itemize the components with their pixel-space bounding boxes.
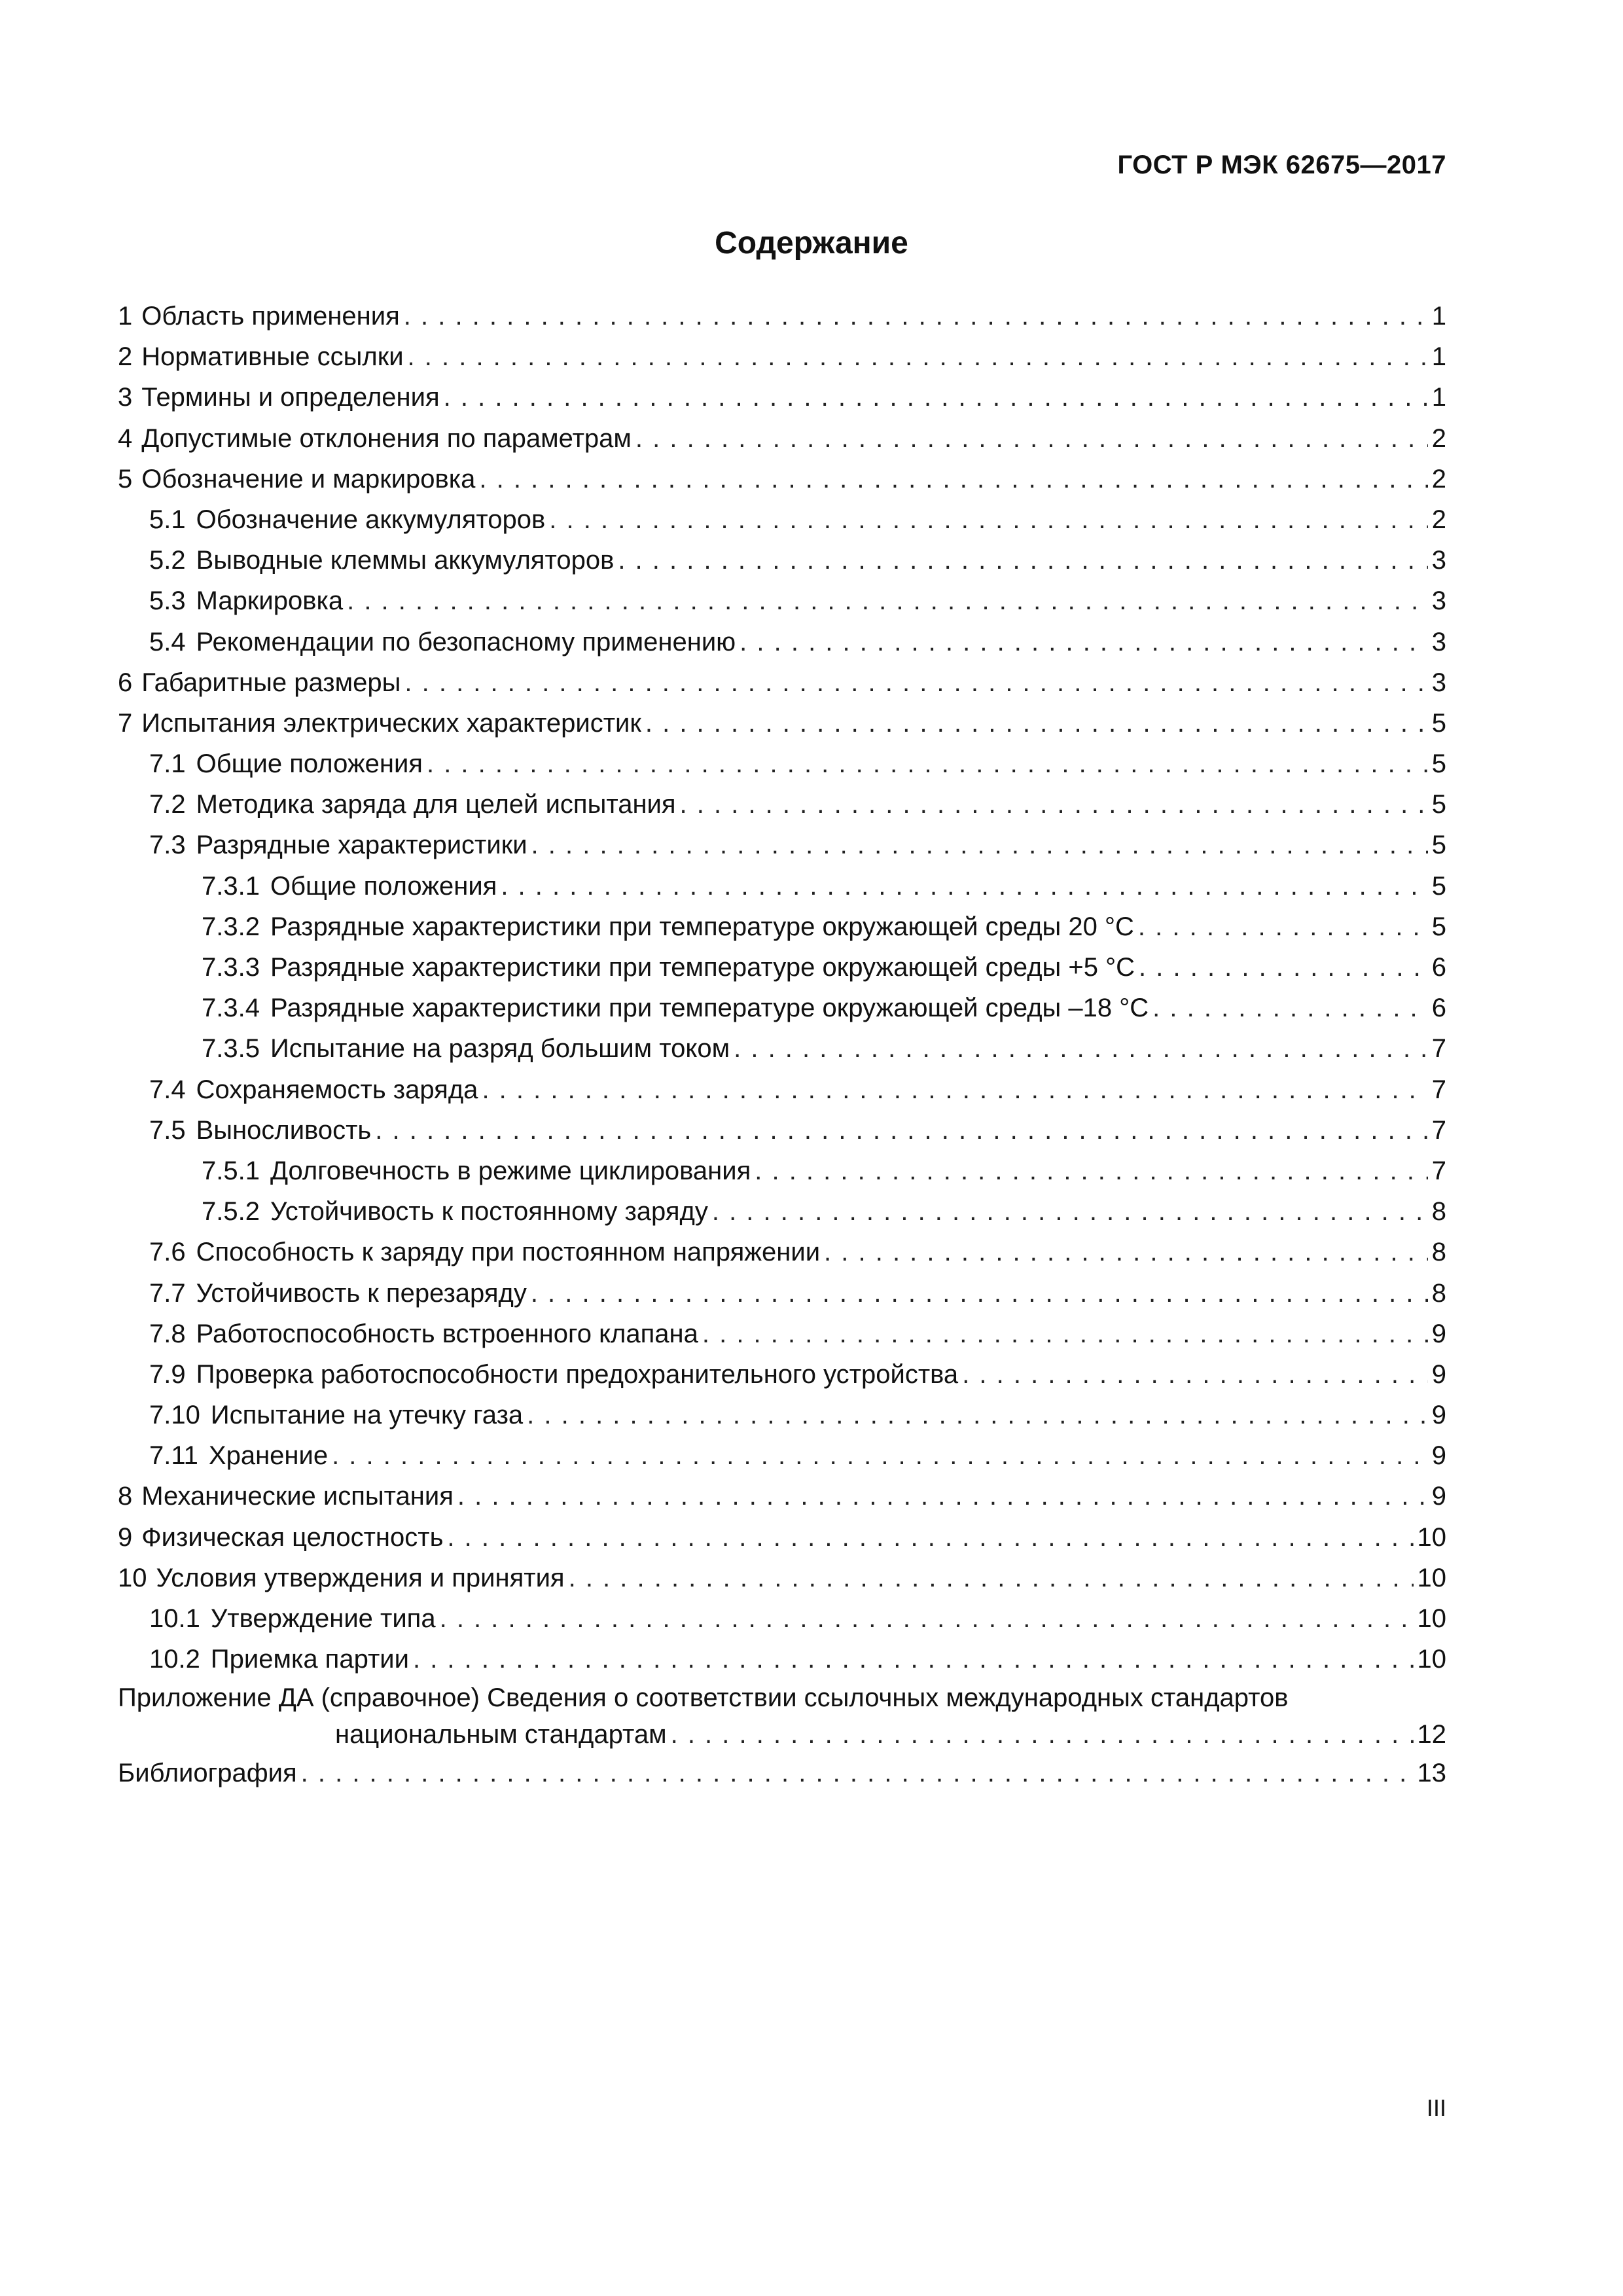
toc-entry-number: 7	[118, 708, 133, 738]
dot-leader	[427, 744, 1428, 784]
toc-entry-number: 5	[118, 464, 133, 493]
toc-entry-number: 6	[118, 668, 133, 697]
toc-entry[interactable]	[118, 1435, 1446, 1476]
dot-leader	[1152, 988, 1428, 1028]
toc-entry[interactable]	[118, 459, 1446, 499]
toc-entry-number: 5.1	[149, 505, 186, 534]
toc-entry-number: 7.8	[149, 1319, 186, 1348]
dot-leader	[569, 1558, 1414, 1598]
toc-entry-text: Область применения	[141, 302, 400, 331]
toc-entry-number: 9	[118, 1522, 133, 1552]
dot-leader	[479, 459, 1427, 499]
toc-entry[interactable]	[118, 825, 1446, 865]
toc-entry-page: 8	[1431, 1197, 1446, 1227]
toc-entry-page: 9	[1431, 1401, 1446, 1430]
toc-entry-text: Способность к заряду при постоянном напряжении	[196, 1238, 821, 1267]
toc-entry-text: Хранение	[208, 1441, 329, 1471]
toc-entry[interactable]	[118, 1395, 1446, 1435]
toc-entry-number: 7.10	[149, 1401, 200, 1430]
toc-entry-page: 1	[1431, 383, 1446, 412]
toc-entry-text: Приложение ДА (справочное) Сведения о соответствии ссылочных международных стандартов	[118, 1683, 1289, 1713]
toc-entry[interactable]	[118, 906, 1446, 947]
dot-leader	[447, 1517, 1413, 1558]
toc-entry-page: 10	[1417, 1563, 1446, 1592]
toc-entry-text-continued: национальным стандартам	[335, 1720, 667, 1749]
toc-entry[interactable]	[118, 1028, 1446, 1069]
toc-entry-number: 7.11	[149, 1441, 198, 1471]
toc-entry[interactable]	[118, 1598, 1446, 1639]
dot-leader	[671, 1716, 1414, 1753]
dot-leader	[702, 1314, 1428, 1354]
toc-entry[interactable]	[118, 947, 1446, 988]
toc-entry-page: 7	[1431, 1156, 1446, 1185]
toc-entry-number: 7.3.2	[202, 912, 260, 941]
toc-entry-number: 7.3.5	[202, 1034, 260, 1064]
toc-entry-number: 2	[118, 342, 133, 372]
toc-entry-number: 5.2	[149, 546, 186, 575]
toc-entry-page: 5	[1431, 790, 1446, 819]
toc-entry-text: Выносливость	[196, 1115, 372, 1145]
toc-entry-page: 7	[1431, 1075, 1446, 1104]
toc-entry[interactable]	[118, 1639, 1446, 1679]
toc-entry[interactable]	[118, 1232, 1446, 1272]
toc-entry-page: 7	[1431, 1034, 1446, 1064]
toc-entry-page: 1	[1431, 342, 1446, 372]
toc-entry-page: 3	[1431, 668, 1446, 697]
toc-entry-text: Рекомендации по безопасному применению	[196, 627, 736, 656]
toc-entry-page: 9	[1431, 1319, 1446, 1348]
toc-entry-number: 10.1	[149, 1604, 200, 1633]
toc-entry[interactable]	[118, 499, 1446, 540]
toc-entry-text: Выводные клеммы аккумуляторов	[196, 546, 615, 575]
dot-leader	[824, 1232, 1428, 1272]
toc-entry-text: Проверка работоспособности предохранительного устройства	[196, 1359, 959, 1389]
dot-leader	[635, 418, 1428, 459]
dot-leader	[531, 1273, 1428, 1314]
toc-entry-text: Испытание на разряд большим током	[270, 1034, 730, 1064]
toc-entry-page: 5	[1431, 749, 1446, 779]
toc-entry-page: 6	[1431, 994, 1446, 1023]
table-of-contents	[118, 296, 1446, 1794]
toc-entry-text: Утверждение типа	[210, 1604, 436, 1633]
toc-entry-text: Физическая целостность	[141, 1522, 444, 1552]
dot-leader	[618, 540, 1427, 581]
toc-entry[interactable]	[118, 622, 1446, 662]
toc-entry[interactable]	[118, 866, 1446, 906]
toc-entry-number: 7.3.4	[202, 994, 260, 1023]
toc-entry-text: Условия утверждения и принятия	[156, 1563, 565, 1592]
toc-entry[interactable]	[118, 1354, 1446, 1395]
toc-entry-page: 10	[1417, 1522, 1446, 1552]
toc-entry-appendix[interactable]	[118, 1679, 1446, 1753]
toc-entry-text: Сохраняемость заряда	[196, 1075, 478, 1104]
toc-entry-text: Методика заряда для целей испытания	[196, 790, 676, 819]
toc-entry-page: 3	[1431, 546, 1446, 575]
toc-entry-number: 7.3.1	[202, 871, 260, 901]
toc-entry[interactable]	[118, 662, 1446, 703]
toc-entry-text: Разрядные характеристики при температуре окружающей среды +5 °С	[270, 953, 1135, 982]
dot-leader	[444, 377, 1428, 418]
toc-entry-page: 2	[1431, 505, 1446, 534]
dot-leader	[740, 622, 1428, 662]
toc-entry-number: 7.7	[149, 1278, 186, 1308]
toc-entry-text: Приемка партии	[210, 1645, 409, 1674]
toc-entry-page: 6	[1431, 953, 1446, 982]
toc-entry[interactable]	[118, 988, 1446, 1028]
toc-entry[interactable]	[118, 703, 1446, 744]
toc-entry-number: 7.5.1	[202, 1156, 260, 1185]
toc-entry-page: 9	[1431, 1359, 1446, 1389]
toc-entry[interactable]	[118, 1151, 1446, 1191]
toc-entry[interactable]	[118, 377, 1446, 418]
toc-entries	[118, 296, 1446, 1679]
toc-entry-number: 5.4	[149, 627, 186, 656]
dot-leader	[482, 1069, 1427, 1110]
toc-entry[interactable]	[118, 1476, 1446, 1516]
toc-entry-text: Долговечность в режиме циклирования	[270, 1156, 751, 1185]
toc-entry-number: 3	[118, 383, 133, 412]
dot-leader	[1138, 906, 1428, 947]
toc-entry-page: 5	[1431, 708, 1446, 738]
toc-entry-page: 13	[1417, 1759, 1446, 1788]
toc-entry-text: Механические испытания	[141, 1482, 454, 1511]
toc-entry[interactable]	[118, 1558, 1446, 1598]
document-id: ГОСТ Р МЭК 62675—2017	[1117, 151, 1446, 179]
dot-leader	[404, 296, 1428, 336]
page-number: III	[1426, 2094, 1446, 2121]
toc-entry-number: 7.9	[149, 1359, 186, 1389]
dot-leader	[680, 784, 1428, 825]
toc-entry-number: 7.4	[149, 1075, 186, 1104]
toc-entry-number: 7.3.3	[202, 953, 260, 982]
toc-entry-number: 5.3	[149, 586, 186, 616]
toc-entry-number: 7.5	[149, 1115, 186, 1145]
toc-entry-number: 7.3	[149, 831, 186, 860]
toc-entry[interactable]	[118, 540, 1446, 581]
toc-entry-text: Общие положения	[196, 749, 423, 779]
dot-leader	[527, 1395, 1428, 1435]
dot-leader	[645, 703, 1428, 744]
dot-leader	[549, 499, 1427, 540]
toc-entry-page: 8	[1431, 1238, 1446, 1267]
toc-entry-page: 5	[1431, 871, 1446, 901]
dot-leader	[404, 662, 1427, 703]
dot-leader	[332, 1435, 1428, 1476]
toc-entry-page: 9	[1431, 1482, 1446, 1511]
toc-entry-page: 5	[1431, 831, 1446, 860]
toc-entry-text: Устойчивость к перезаряду	[196, 1278, 527, 1308]
dot-leader	[347, 581, 1428, 621]
dot-leader	[755, 1151, 1428, 1191]
toc-entry-page: 3	[1431, 586, 1446, 616]
toc-entry-text: Устойчивость к постоянному заряду	[270, 1197, 708, 1227]
toc-entry-page: 5	[1431, 912, 1446, 941]
toc-entry-text: Обозначение и маркировка	[141, 464, 476, 493]
toc-entry-number: 7.5.2	[202, 1197, 260, 1227]
toc-entry-page: 2	[1431, 423, 1446, 453]
toc-entry[interactable]	[118, 1273, 1446, 1314]
toc-entry[interactable]	[118, 418, 1446, 459]
toc-entry-number: 1	[118, 302, 133, 331]
toc-entry[interactable]	[118, 784, 1446, 825]
toc-entry[interactable]	[118, 1314, 1446, 1354]
toc-entry-text: Испытание на утечку газа	[210, 1401, 524, 1430]
dot-leader	[413, 1639, 1414, 1679]
toc-entry-number: 10	[118, 1563, 147, 1592]
toc-entry-text: Маркировка	[196, 586, 344, 616]
toc-entry-text: Нормативные ссылки	[141, 342, 404, 372]
toc-entry-text: Разрядные характеристики	[196, 831, 527, 860]
toc-entry-text: Обозначение аккумуляторов	[196, 505, 546, 534]
toc-entry-text: Общие положения	[270, 871, 497, 901]
toc-entry[interactable]	[118, 1191, 1446, 1232]
toc-entry-text: Библиография	[118, 1759, 297, 1788]
toc-entry-text: Разрядные характеристики при температуре окружающей среды 20 °С	[270, 912, 1134, 941]
toc-entry[interactable]	[118, 581, 1446, 621]
dot-leader	[440, 1598, 1414, 1639]
dot-leader	[734, 1028, 1428, 1069]
toc-entry-text: Допустимые отклонения по параметрам	[141, 423, 632, 453]
dot-leader	[408, 336, 1428, 377]
toc-entry-page: 12	[1417, 1720, 1446, 1749]
toc-entry-page: 2	[1431, 464, 1446, 493]
toc-entry-number: 8	[118, 1482, 133, 1511]
toc-entry[interactable]	[118, 1069, 1446, 1110]
toc-entry-text: Испытания электрических характеристик	[141, 708, 641, 738]
toc-entry-bibliography[interactable]	[118, 1753, 1446, 1793]
toc-entry-text: Работоспособность встроенного клапана	[196, 1319, 698, 1348]
toc-entry-page: 3	[1431, 627, 1446, 656]
toc-entry-number: 7.1	[149, 749, 186, 779]
dot-leader	[301, 1753, 1414, 1793]
toc-entry-text: Термины и определения	[141, 383, 440, 412]
toc-entry-text: Габаритные размеры	[141, 668, 401, 697]
dot-leader	[501, 866, 1427, 906]
toc-entry-text: Разрядные характеристики при температуре окружающей среды –18 °С	[270, 994, 1149, 1023]
toc-entry[interactable]	[118, 1517, 1446, 1558]
dot-leader	[375, 1110, 1427, 1151]
toc-entry[interactable]	[118, 1110, 1446, 1151]
dot-leader	[531, 825, 1428, 865]
toc-entry-number: 10.2	[149, 1645, 200, 1674]
toc-entry-number: 4	[118, 423, 133, 453]
toc-entry-page: 7	[1431, 1115, 1446, 1145]
dot-leader	[457, 1476, 1428, 1516]
toc-entry[interactable]	[118, 336, 1446, 377]
toc-entry-number: 7.2	[149, 790, 186, 819]
toc-entry-page: 9	[1431, 1441, 1446, 1471]
toc-entry-page: 8	[1431, 1278, 1446, 1308]
page-title: Содержание	[715, 226, 908, 260]
toc-entry-page: 10	[1417, 1604, 1446, 1633]
dot-leader	[962, 1354, 1428, 1395]
toc-entry-page: 1	[1431, 302, 1446, 331]
dot-leader	[1139, 947, 1428, 988]
toc-entry-number: 7.6	[149, 1238, 186, 1267]
toc-entry-page: 10	[1417, 1645, 1446, 1674]
toc-entry[interactable]	[118, 296, 1446, 336]
toc-entry[interactable]	[118, 744, 1446, 784]
dot-leader	[712, 1191, 1428, 1232]
